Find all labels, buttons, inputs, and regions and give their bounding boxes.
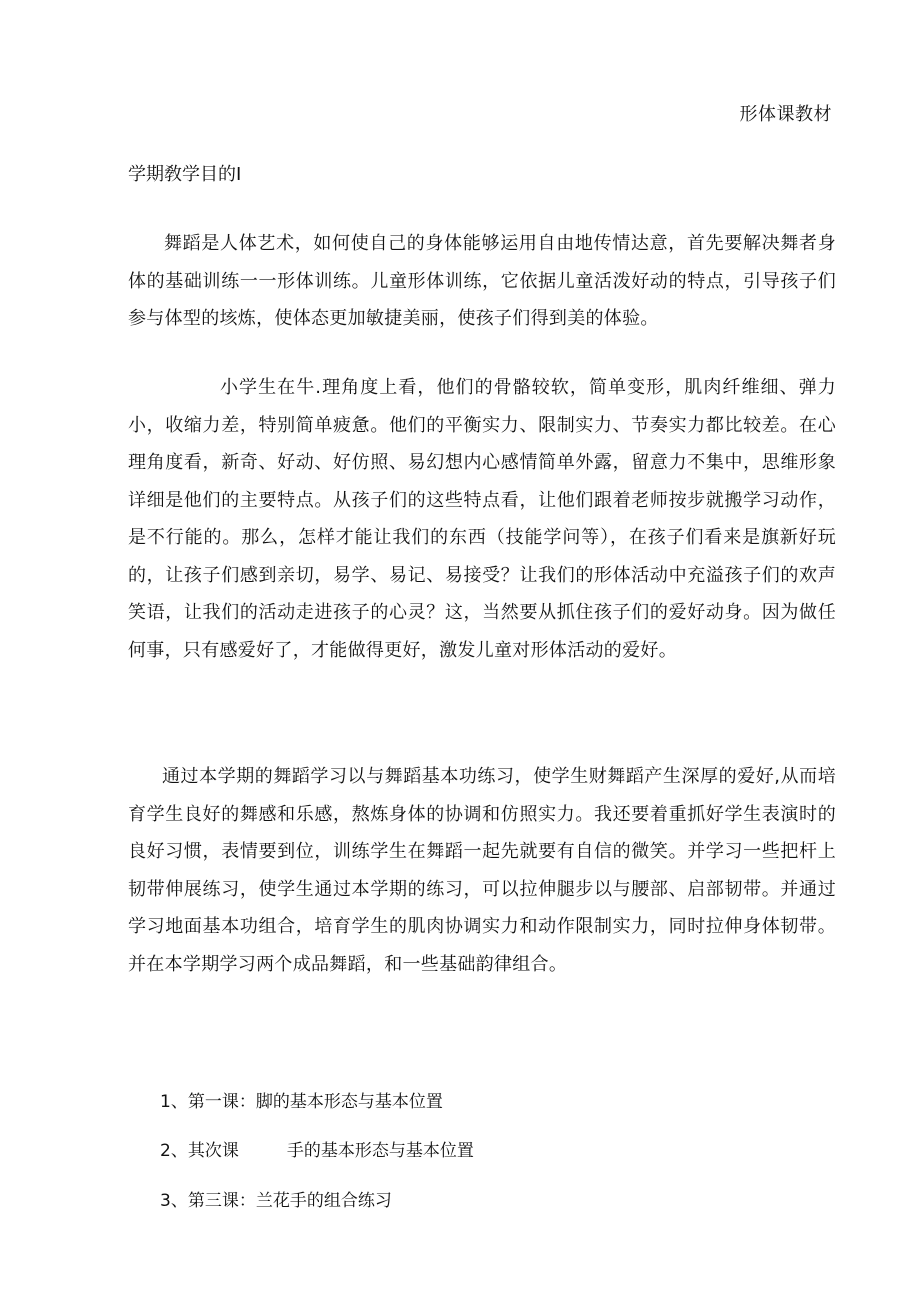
section-title: 学期敎学目的I (128, 164, 242, 185)
lesson-text: 其次课 (187, 1141, 239, 1161)
lesson-text: 手的基本形态与基本位置 (286, 1141, 474, 1161)
document-header-title: 形体课教材 (739, 104, 832, 125)
paragraph-semester-goals: 通过本学期的舞蹈学习以与舞蹈基本功练习，使学生财舞蹈产生深厚的爱好,从而培育学生良好的舞感和乐感，熬炼身体的协调和仿照实力。我还要着重抓好学生表演时的良好习惯，表情要到位，训练学生在舞蹈一起先就要有自信的微笑。并学习一些把杆上韧带伸展练习，使学生通过本学期的练习，可以拉伸腿步以与腰部、启部韧带。并通过学习地面基本功组合，培育学生的肌肉协调实力和动作限制实力，同时拉伸身体韧带。并在本学期学习两个成品舞蹈，和一些基础韵律组合。 (128, 766, 836, 975)
lesson-text: 第一课：脚的基本形态与基本位置 (187, 1092, 443, 1112)
paragraph-intro: 舞蹈是人体艺术，如何使自己的身体能够运用自由地传情达意，首先要解决舞者身体的基础训练一一形体训练。儿童形体训练，它依据儿童活泼好动的特点，引导孩子们参与体型的垓炼，使体态更加敏捷美丽，使孩子们得到美的体验。 (128, 233, 836, 329)
lesson-item-3 (160, 1186, 392, 1211)
lesson-item-1 (160, 1087, 443, 1112)
lesson-text: 第三课：兰花手的组合练习 (187, 1191, 392, 1211)
lesson-number: 2、 (160, 1141, 188, 1161)
paragraph-student-characteristics: 小学生在牛.理角度上看，他们的骨骼较软，简单变形，肌肉纤维细、弹力小，收缩力差，特别简单疲惫。他们的平衡实力、限制实力、节奏实力都比较差。在心理角度看，新奇、好动、好仿照、易幻想内心感情简单外露，留意力不集中，思维形象详细是他们的主要特点。从孩子们的这些特点看，让他们跟着老师按步就搬学习动作，是不行能的。那么，怎样才能让我们的东西（技能学问等），在孩子们看来是旗新好玩的，让孩子们感到亲切，易学、易记、易接受？让我们的形体活动中充溢孩子们的欢声笑语，让我们的活动走进孩子的心灵？这，当然要从抓住孩子们的爱好动身。因为做任何事，只有感爱好了，才能做得更好，激发儿童对形体活动的爱好。 (128, 377, 836, 661)
lesson-number: 1、 (160, 1092, 188, 1112)
lesson-number: 3、 (160, 1191, 188, 1211)
lesson-item-2 (160, 1136, 474, 1161)
